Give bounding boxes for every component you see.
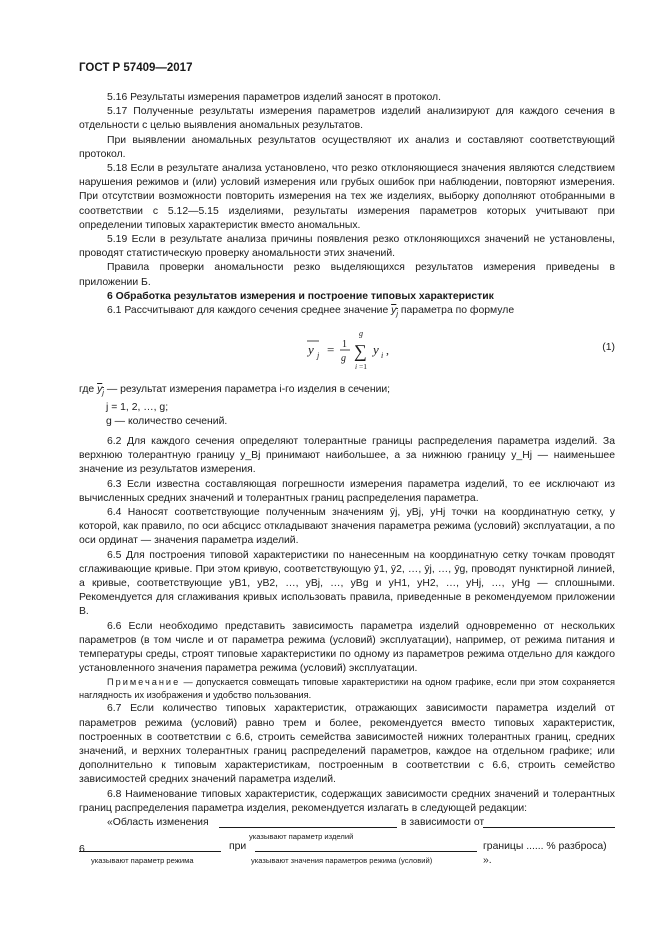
note-text: — допускается совмещать типовые характеристики на одном графике, если при этом сохраняется наглядность их изображения и удобство пользования. xyxy=(79,677,615,701)
svg-text:=1: =1 xyxy=(359,362,367,372)
svg-text:i: i xyxy=(355,362,358,372)
svg-text:y: y xyxy=(308,342,314,358)
caption-mode-parameter: указывают параметр режима xyxy=(91,856,194,866)
note xyxy=(79,676,615,702)
blank-mode-parameter-2 xyxy=(79,851,221,852)
svg-text:y: y xyxy=(373,342,379,358)
clause-6-4: 6.4 Наносят соответствующие полученным значениям ȳj, yBj, yHj точки на координатную сетку, у которой, как правило, по оси абсцисс откладывают значения параметра режима (условий) эксплуатации, а по оси ординат — значения параметра изделий. xyxy=(79,507,615,547)
clause-6-3: 6.3 Если известна составляющая погрешности измерения параметра изделий, то ее исключают из вычисленных средних значений и толерантных границ распределения параметра. xyxy=(79,478,615,504)
clause-6-2: 6.2 Для каждого сечения определяют толерантные границы распределения параметра изделий. За верхнюю толерантную границу y_Bj принимают наибольшее, а за нижнюю границу y_Hj — наименьшее значение из результатов измерения. xyxy=(79,436,615,476)
template-text-1a: «Область изменения xyxy=(107,817,209,829)
template-line-2 xyxy=(79,840,615,867)
svg-text:1: 1 xyxy=(342,339,347,351)
blank-mode-parameter-1 xyxy=(483,827,615,828)
formula-legend xyxy=(79,383,615,429)
svg-text:,: , xyxy=(386,343,389,358)
formula-number: (1) xyxy=(602,342,615,354)
template-line-1 xyxy=(79,816,615,840)
caption-product-parameter: указывают параметр изделий xyxy=(249,832,354,842)
legend-g: g — количество сечений. xyxy=(106,415,228,427)
clause-6-5: 6.5 Для построения типовой характеристики по нанесенным на координатную сетку точкам проводят сглаживающие кривые. При этом кривую, соответствующую ȳ1, ȳ2, …, ȳj, …, ȳg, проводят пунктирной линией, а кривые, соответствующие yB1, yB2, …, yBj, …, yBg и yH1, yH2, …, yHj, …, yHg — сплошными. Рекомендуется для сглаживания кривых использовать правила, приведенные в рекомендуемом приложении В. xyxy=(79,549,615,618)
document-header: ГОСТ Р 57409—2017 xyxy=(79,62,193,74)
clause-6-7: 6.7 Если количество типовых характеристик, отражающих зависимости параметра изделий от параметров режима (условий) равно трем и более, рекомендуется вместо типовых характеристик, построенных в соответствии с 6.6, строить семейства зависимостей нижних толерантных границ, средних значений, и верхних толерантных границ распределений параметров, каждое на отдельном графике; или дополнительно к типовым характеристикам, построенным в соответствии с 6.6, строить семейство зависимостей средних значений параметра изделий. xyxy=(79,703,615,786)
blank-mode-values xyxy=(255,851,477,852)
mean-symbol: $y_j$ xyxy=(391,305,398,319)
caption-mode-values: указывают значения параметров режима (условий) xyxy=(251,856,433,866)
section-6-heading: 6 Обработка результатов измерения и построение типовых характеристик xyxy=(107,290,494,302)
clause-5-19: 5.19 Если в результате анализа причины появления резко отклоняющихся значений не установлены, проводят статистическую проверку аномальности этих значений. xyxy=(79,234,615,260)
clause-5-19-cont: Правила проверки аномальности резко выделяющихся результатов измерения приведены в приложении Б. xyxy=(79,262,615,288)
legend-y: где $y_j$ — результат измерения параметра i-го изделия в сечении; xyxy=(79,384,391,398)
clause-6-1: 6.1 Рассчитывают для каждого сечения среднее значение $y_j$ параметра по формуле xyxy=(107,305,515,319)
note-label: Примечание xyxy=(107,677,181,688)
svg-text:j: j xyxy=(317,351,320,361)
clause-6-8: 6.8 Наименование типовых характеристик, содержащих зависимости средних значений и толерантных границ распределения параметра изделия, рекомендуется излагать в следующей редакции: xyxy=(79,788,615,814)
svg-text:g: g xyxy=(341,353,346,365)
legend-j: j = 1, 2, …, g; xyxy=(106,401,169,413)
svg-text:i: i xyxy=(381,351,384,361)
clause-6-6: 6.6 Если необходимо представить зависимость параметра изделий одновременно от нескольких параметров (в том числе и от параметра режима (условий) эксплуатации), например, от режима питания и температуры среды, строят типовые характеристики по одному из параметров режима отдельно для каждого установленного значения параметра режима (условий) эксплуатации. xyxy=(79,620,615,675)
formula-1 xyxy=(79,321,615,383)
clause-5-17-cont: При выявлении аномальных результатов осуществляют их анализ и составляют соответствующий протокол. xyxy=(79,134,615,160)
template-text-2a: при xyxy=(229,841,247,853)
page-number: 6 xyxy=(79,843,85,855)
document-body xyxy=(79,91,615,867)
clause-5-16: 5.16 Результаты измерения параметров изделий заносят в протокол. xyxy=(107,92,441,103)
mean-formula xyxy=(305,327,425,377)
clause-5-17: 5.17 Полученные результаты измерения параметров изделий анализируют для каждого сечения в отдельности с целью выявления аномальных результатов. xyxy=(79,106,615,132)
svg-text:g: g xyxy=(359,329,363,339)
svg-text:∑: ∑ xyxy=(354,341,367,362)
template-text-1b: в зависимости от xyxy=(401,817,485,829)
blank-product-parameter xyxy=(219,827,397,828)
template-text-2b: границы ...... % разброса) ». xyxy=(483,841,607,867)
clause-5-18: 5.18 Если в результате анализа установлено, что резко отклоняющиеся значения являются следствием нарушения режимов и (или) условий измерения или грубых ошибок при наблюдении, повторяют измерения. При отсутствии возможности повторить измерения на тех же изделиях, выборку дополняют отобранными в соответствии с 5.12—5.15 изделиями, результаты измерения параметров которых учитывают при определении типовых характеристик вместо аномальных. xyxy=(79,163,615,231)
svg-text:=: = xyxy=(327,342,335,358)
